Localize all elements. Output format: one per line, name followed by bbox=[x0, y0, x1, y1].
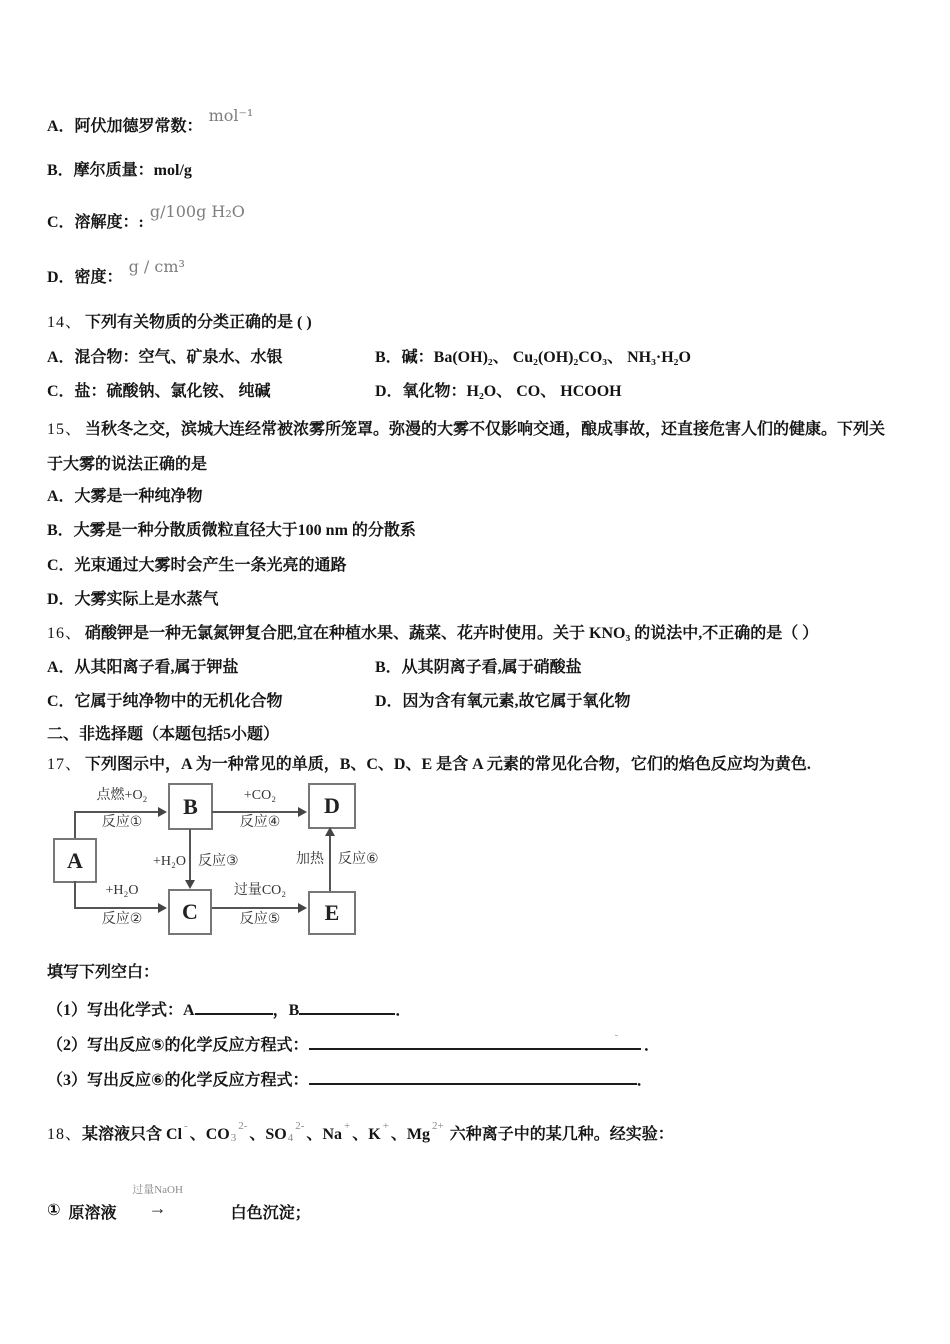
diagram-label-r4-name: 反应④ bbox=[239, 815, 281, 830]
diagram-arrow3-head-icon bbox=[185, 880, 195, 889]
text-segment: 、 bbox=[189, 1126, 206, 1143]
diagram-label-r1-condition: 点燃+O₂ bbox=[96, 788, 148, 803]
q17-title-text: 下列图示中，A 为一种常见的单质，B、C、D、E 是含 A 元素的常见化合物，它们的焰色反应均为黄色. bbox=[85, 756, 811, 773]
diagram-label-r3-name: 反应③ bbox=[198, 854, 239, 869]
q14-option-a: A．混合物：空气、矿泉水、水银 bbox=[47, 349, 283, 366]
text-segment: Na bbox=[322, 1126, 342, 1143]
text-segment: 六种离子中的某几种。经实验： bbox=[445, 1126, 674, 1143]
diagram-box-a-label: A bbox=[67, 847, 83, 873]
q17-blank1-mid: ，B bbox=[272, 1002, 300, 1019]
q16-options-row2 bbox=[47, 691, 631, 713]
q18-exp1-reagent-label: 过量NaOH bbox=[132, 1184, 183, 1196]
q18-title bbox=[47, 1120, 674, 1147]
q15-title-text2: 于大雾的说法正确的是 bbox=[47, 456, 208, 473]
diagram-box-b bbox=[168, 783, 213, 830]
right-arrow-icon: → bbox=[148, 1198, 167, 1218]
q15-title-line1 bbox=[47, 419, 885, 441]
diagram-arrow4-line bbox=[212, 811, 302, 813]
q14-title bbox=[47, 312, 312, 334]
diagram-label-r5-condition: 过量CO₂ bbox=[233, 883, 287, 898]
q16-option-a: A．从其阳离子看,属于钾盐 bbox=[47, 659, 239, 676]
q15-option-a-text: A．大雾是一种纯净物 bbox=[47, 488, 203, 505]
diagram-arrow3-line bbox=[189, 829, 191, 884]
q18-experiment1 bbox=[47, 1184, 311, 1223]
q18-title-text bbox=[47, 1120, 674, 1144]
text-segment: 、 bbox=[249, 1126, 266, 1143]
q16-title-text: 硝酸钾是一种无氯氮钾复合肥,宜在种植水果、蔬菜、花卉时使用。关于 KNO₃ 的说法中,不正确的是（ ） bbox=[85, 625, 819, 642]
q17-blank1-field-b bbox=[299, 1000, 395, 1015]
diagram-label-r3-condition: +H₂O bbox=[153, 854, 186, 869]
q17-blank2-pre: （2）写出反应⑤的化学反应方程式： bbox=[47, 1037, 309, 1054]
diagram-label-r5-name: 反应⑤ bbox=[239, 912, 281, 927]
diagram-connector-a-top bbox=[74, 812, 76, 838]
diagram-arrow5-line bbox=[212, 907, 302, 909]
q16-number: 16、 bbox=[47, 625, 83, 642]
diagram-label-r6-name: 反应⑥ bbox=[338, 852, 379, 867]
text-segment: K bbox=[368, 1126, 381, 1143]
q17-blank2-field bbox=[309, 1035, 641, 1050]
text-segment: 18、 bbox=[47, 1126, 83, 1143]
q15-option-b bbox=[47, 520, 416, 542]
q18-exp1-result: 白色沉淀； bbox=[230, 1205, 311, 1222]
q14-option-c: C．盐：硫酸钠、氯化铵、 纯碱 bbox=[47, 383, 271, 400]
diagram-label-r2-name: 反应② bbox=[101, 912, 143, 927]
q18-exp1-source: 原溶液 bbox=[68, 1205, 117, 1222]
q17-number: 17、 bbox=[47, 756, 83, 773]
q16-option-d: D．因为含有氧元素,故它属于氧化物 bbox=[375, 693, 631, 710]
text-segment: 2- bbox=[295, 1120, 305, 1132]
q16-title bbox=[47, 623, 818, 645]
q17-fill-prompt-text: 填写下列空白： bbox=[47, 964, 160, 981]
q18-exp1-reagent-arrow bbox=[127, 1184, 189, 1219]
diagram-label-r4-condition: +CO₂ bbox=[243, 788, 277, 803]
q16-option-c: C．它属于纯净物中的无机化合物 bbox=[47, 693, 283, 710]
text-segment: 2+ bbox=[432, 1120, 444, 1132]
text-segment: 2- bbox=[238, 1120, 248, 1132]
q15-option-a bbox=[47, 486, 203, 508]
q17-blank3-pre: （3）写出反应⑥的化学反应方程式： bbox=[47, 1072, 309, 1089]
q15-option-c-text: C．光束通过大雾时会产生一条光亮的通路 bbox=[47, 557, 347, 574]
q15-title-text1: 当秋冬之交，滨城大连经常被浓雾所笼罩。弥漫的大雾不仅影响交通，酿成事故，还直接危害人们的健康。下列关 bbox=[85, 421, 886, 438]
diagram-box-c bbox=[168, 889, 212, 935]
diagram-box-e-label: E bbox=[324, 900, 340, 925]
q17-blank2-line bbox=[47, 1030, 660, 1059]
q17-blank3-line bbox=[47, 1070, 653, 1092]
reaction-flow-diagram bbox=[50, 781, 395, 943]
q14-options-row2 bbox=[47, 381, 622, 403]
q14-title-text: 下列有关物质的分类正确的是 ( ) bbox=[85, 314, 312, 331]
q17-blank2-artifact: - bbox=[614, 1030, 618, 1041]
diagram-box-e bbox=[308, 891, 356, 935]
q14-option-b: B．碱：Ba(OH)₂、 Cu₂(OH)₂CO₃、 NH₃·H₂O bbox=[375, 349, 691, 366]
q13-option-d-label: D．密度： bbox=[47, 269, 123, 286]
q15-option-d-text: D．大雾实际上是水蒸气 bbox=[47, 591, 219, 608]
diagram-arrow6-line bbox=[329, 834, 331, 891]
diagram-box-c-label: C bbox=[182, 899, 198, 924]
q13-option-a bbox=[47, 106, 254, 138]
q13-option-b-label: B．摩尔质量：mol/g bbox=[47, 162, 192, 179]
text-segment: + bbox=[344, 1120, 351, 1132]
q14-option-d: D．氧化物：H₂O、 CO、 HCOOH bbox=[375, 383, 622, 400]
diagram-arrow2-line bbox=[74, 907, 162, 909]
text-segment: SO bbox=[265, 1126, 287, 1143]
diagram-connector-a-bottom bbox=[74, 881, 76, 908]
text-segment: Cl bbox=[166, 1126, 183, 1143]
diagram-arrow6-head-icon bbox=[325, 827, 335, 836]
q15-option-d bbox=[47, 589, 219, 611]
diagram-label-r2-condition: +H₂O bbox=[105, 883, 139, 898]
q13-option-c bbox=[47, 202, 245, 234]
text-segment: 、 bbox=[306, 1126, 323, 1143]
q13-option-d bbox=[47, 257, 185, 289]
diagram-arrow1-line bbox=[74, 811, 162, 813]
text-segment: 3 bbox=[230, 1132, 237, 1144]
text-segment: 、 bbox=[352, 1126, 369, 1143]
q15-option-b-text: B．大雾是一种分散质微粒直径大于100 nm 的分散系 bbox=[47, 522, 416, 539]
q15-number: 15、 bbox=[47, 421, 83, 438]
diagram-box-d-label: D bbox=[324, 793, 340, 818]
text-segment: 、 bbox=[390, 1126, 407, 1143]
text-segment: 某溶液只含 bbox=[82, 1126, 167, 1143]
q15-title-line2 bbox=[47, 454, 207, 476]
q17-blank1-field-a bbox=[195, 1000, 273, 1015]
q17-blank1-line bbox=[47, 1000, 411, 1022]
q17-blank3-end: ． bbox=[636, 1072, 653, 1089]
diagram-box-b-label: B bbox=[183, 793, 198, 819]
text-segment: Mg bbox=[406, 1126, 431, 1143]
q17-blank2-end: ． bbox=[643, 1037, 660, 1054]
q13-option-c-formula: g/100g H₂O bbox=[149, 202, 245, 221]
q17-blank1-pre: （1）写出化学式：A bbox=[47, 1002, 195, 1019]
q16-options-row1 bbox=[47, 657, 582, 679]
text-segment: 4 bbox=[287, 1132, 294, 1144]
q13-option-b bbox=[47, 160, 192, 182]
text-segment: - bbox=[184, 1120, 188, 1132]
q13-option-a-label: A．阿伏加德罗常数： bbox=[47, 118, 203, 135]
q14-number: 14、 bbox=[47, 314, 83, 331]
diagram-box-a bbox=[53, 838, 97, 883]
q14-options-row1 bbox=[47, 347, 691, 369]
q17-title bbox=[47, 754, 811, 776]
q15-option-c bbox=[47, 555, 347, 577]
section2-header bbox=[47, 724, 279, 746]
diagram-label-r6-condition: 加热 bbox=[296, 852, 324, 867]
text-segment: + bbox=[382, 1120, 389, 1132]
q18-exp1-number: ① bbox=[47, 1202, 61, 1219]
q17-blank3-field bbox=[309, 1070, 637, 1085]
q13-option-d-formula: g / cm³ bbox=[128, 257, 185, 276]
q13-option-a-formula: mol⁻¹ bbox=[208, 106, 254, 125]
q16-option-b: B．从其阴离子看,属于硝酸盐 bbox=[375, 659, 582, 676]
q17-fill-prompt bbox=[47, 962, 159, 984]
section2-header-text: 二、非选择题（本题包括5小题） bbox=[47, 726, 280, 743]
text-segment: CO bbox=[205, 1126, 230, 1143]
diagram-box-d bbox=[308, 783, 356, 829]
diagram-label-r1-name: 反应① bbox=[101, 815, 143, 830]
q17-blank1-end: ． bbox=[395, 1002, 412, 1019]
q13-option-c-label: C．溶解度：: bbox=[47, 214, 144, 231]
